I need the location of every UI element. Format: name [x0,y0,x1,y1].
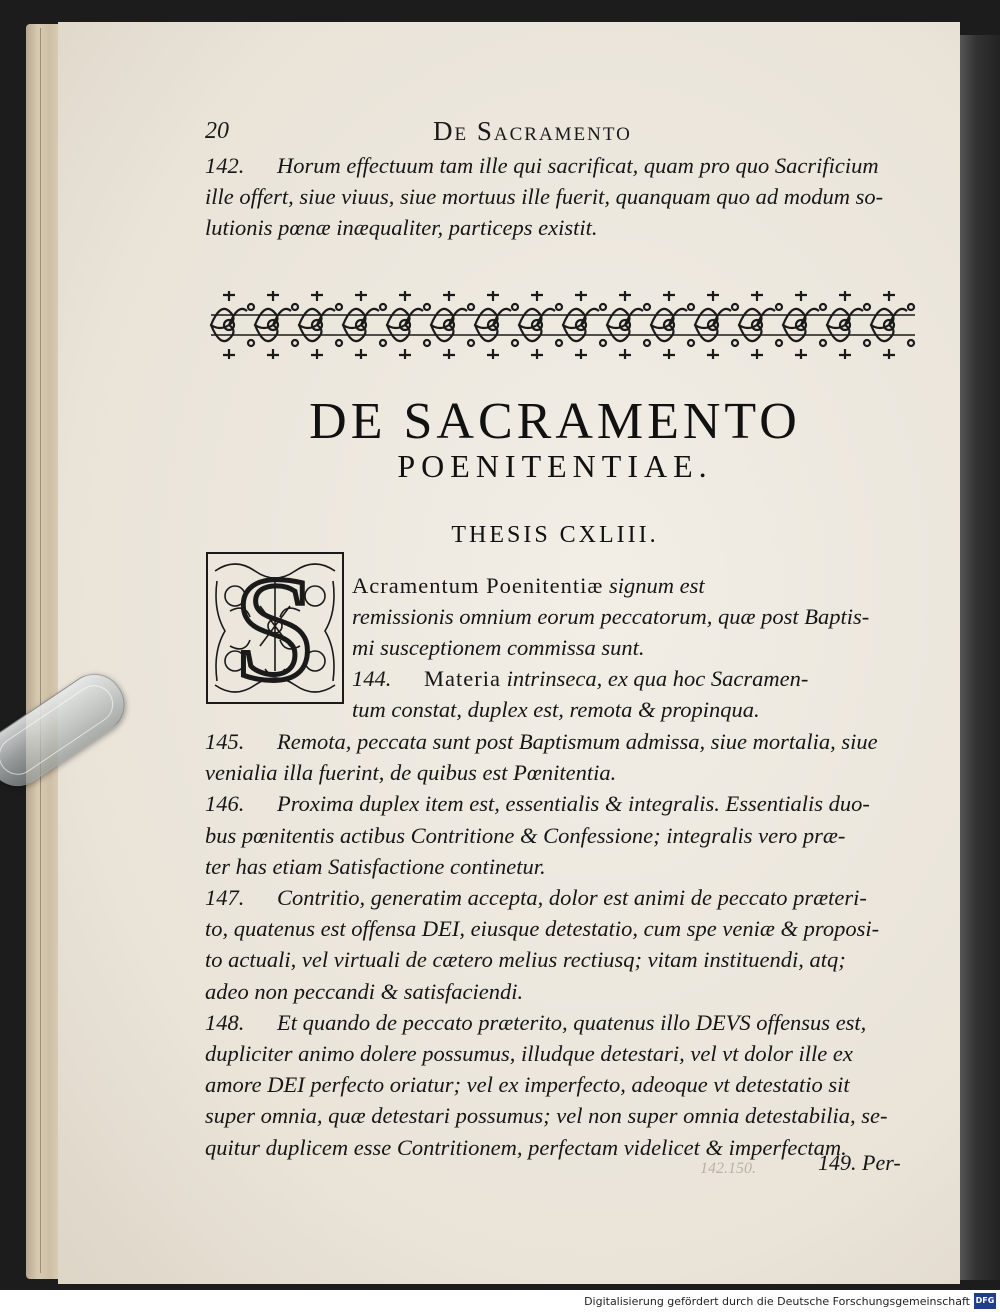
ornament-motif [739,291,782,359]
footer-bar [0,1290,1000,1314]
ornamental-band [207,285,919,365]
initial-s-icon [205,551,345,705]
running-title: De Sacramento [433,116,632,146]
text-line: 145. Remota, peccata sunt post Baptismum admissa, siue mortalia, siue [205,729,878,754]
book-right-edge [960,35,1000,1280]
text-line: super omnia, quæ detestari possumus; vel non super omnia detestabilia, se- [205,1103,888,1129]
text-line: amore DEI perfecto oriatur; vel ex imperfecto, adeoque vt detestatio sit [205,1072,850,1098]
section-title: DE SACRAMENTO [309,393,801,450]
text-line: 148. Et quando de peccato præterito, quatenus illo DEVS offensus est, [205,1009,867,1035]
dfg-logo-icon: DFG [974,1293,996,1309]
svg-text:S: S [233,551,317,705]
decorated-initial [205,551,345,705]
catchword: 149. Per- [818,1150,901,1175]
text-line: 144. Materia intrinseca, ex qua hoc Sacramen- [352,666,809,691]
text-line: quitur duplicem esse Contritionem, perfectam videlicet & imperfectam. [205,1134,847,1160]
ornament-motif [871,291,914,359]
footer-credit: Digitalisierung gefördert durch die Deutsche Forschungsgemeinschaft [584,1295,970,1308]
text-line: ille offert, siue viuus, siue mortuus ille fuerit, quanquam quo ad modum so- [205,184,884,209]
text-line: adeo non peccandi & satisfaciendi. [205,978,524,1004]
text-line: Acramentum Poenitentiæ signum est [352,573,705,598]
ornament-motif [475,291,518,359]
ornament-motif [387,291,430,359]
ornament-motif [563,291,606,359]
ornament-motif [519,291,562,359]
text-line: to, quatenus est offensa DEI, eiusque detestatio, cum spe veniæ & proposi- [205,916,880,942]
ornament-motif [651,291,694,359]
text-line: bus pœnitentis actibus Contritione & Confessione; integralis vero præ- [205,822,846,848]
text-line: remissionis omnium eorum peccatorum, quæ post Baptis- [352,604,870,629]
ornament-motif [211,291,254,359]
ornament-motif [255,291,298,359]
section-subtitle: POENITENTIAE. [397,448,713,484]
text-line: dupliciter animo dolere possumus, illudque detestari, vel vt dolor ille ex [205,1041,853,1066]
ornament-motif [607,291,650,359]
thesis-heading: THESIS CXLIII. [451,522,659,548]
ornament-motif [695,291,738,359]
text-line: mi susceptionem commissa sunt. [352,635,645,660]
text-line: to actuali, vel virtuali de cætero melius rectiusq; vitam instituendi, atq; [205,947,846,973]
ornament-motif [783,291,826,359]
text-line: ter has etiam Satisfactione continetur. [205,853,546,879]
text-line: tum constat, duplex est, remota & propinqua. [352,697,760,722]
text-line: 142. Horum effectuum tam ille qui sacrificat, quam pro quo Sacrificium [205,153,879,178]
text-line: venialia illa fuerint, de quibus est Pœnitentia. [205,760,617,786]
text-line: lutionis pœnæ inæqualiter, particeps existit. [205,215,598,240]
ornament-motif [343,291,386,359]
text-line: 146. Proxima duplex item est, essentialis & integralis. Essentialis duo- [205,791,870,817]
text-line: 147. Contritio, generatim accepta, dolor est animi de peccato præteri- [205,885,867,910]
ornament-motif [431,291,474,359]
running-head [205,118,905,148]
page-number: 20 [205,118,229,144]
ornament-motif [827,291,870,359]
ornament-motif [299,291,342,359]
margin-note: 142.150. [700,1160,756,1177]
